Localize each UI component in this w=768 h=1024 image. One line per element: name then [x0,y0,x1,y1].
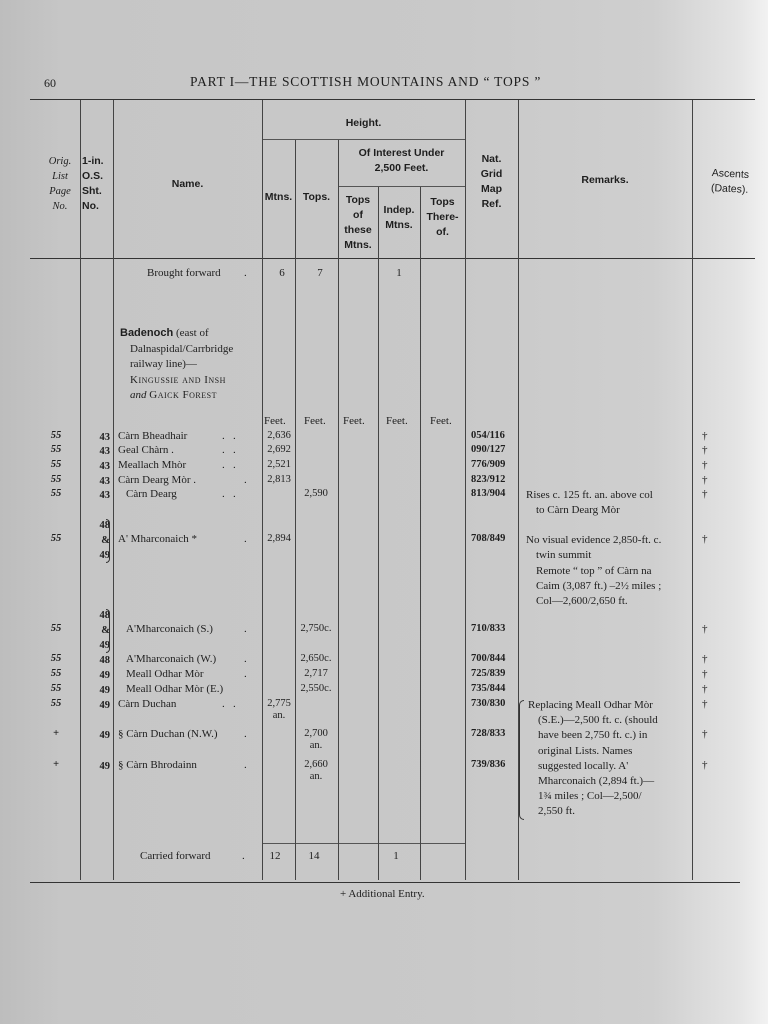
col-divider [420,187,421,880]
header-line: No. [52,201,68,212]
section-line: and [130,389,147,401]
carried-forward-tops: 14 [308,850,320,862]
row-orig-page: 55 [50,444,62,455]
row-leader-dots: . [244,474,247,486]
row-height-mtns: 2,813 [267,474,291,485]
col-divider [113,100,114,880]
brought-forward-mtns: 6 [279,267,285,279]
carried-forward-label: Carried forward [140,850,211,862]
header-tops-thereof [420,195,465,240]
row-name: Meall Odhar Mòr (E.) [126,683,224,695]
unit-tops: Feet. [304,415,326,427]
height-rule [262,139,465,140]
col-divider [378,187,379,880]
row-ascent-dagger: † [702,683,708,695]
row-orig-page: 55 [50,459,62,470]
row-leader-dots: . . [222,444,236,456]
header-line: of. [436,226,449,238]
row-ascent-dagger: † [702,728,708,740]
header-line: Mtns. [385,219,413,231]
header-line: Sht. [82,185,102,197]
row-grid-ref: 823/912 [471,474,506,485]
row-grid-ref: 725/839 [471,668,506,679]
row-leader-dots: . . [222,488,236,500]
header-orig-list [40,154,80,214]
col-divider [692,100,693,880]
row-os-sheet: 49 [99,730,110,741]
header-grid-ref [465,152,518,212]
totals-rule [262,843,465,844]
header-line: of [353,209,363,221]
row-name: A'Mharconaich (W.) [126,653,217,665]
table-top-rule [30,99,755,100]
brought-forward-tops: 7 [317,267,323,279]
row-name: Càrn Dearg Mòr . [118,474,196,486]
header-remarks: Remarks. [581,174,629,186]
header-line: Orig. [48,156,72,167]
row-height-mtns: 2,894 [267,533,291,544]
remark-line: 1¾ miles ; Col—2,500/ [538,790,642,803]
row-orig-page: 55 [50,488,62,499]
row-os-sheet: 49 [99,685,110,696]
page-number: 60 [44,76,56,90]
remark-brace [519,700,524,820]
remark-mharconaich [526,533,661,609]
row-name: Càrn Bheadhair [118,430,188,442]
header-line: No. [82,200,99,212]
row-ascent-dagger: † [702,430,708,442]
remark-line: suggested locally. A' [538,759,629,772]
carried-forward-indep: 1 [393,850,399,862]
row-grid-ref: 813/904 [471,488,506,499]
carried-forward-dot: . [242,850,245,862]
header-interest [338,146,465,176]
row-grid-ref: 730/830 [471,698,506,709]
header-bottom-rule [30,258,755,259]
row-leader-dots: . [244,759,247,771]
row-grid-ref: 700/844 [471,653,506,664]
row-height-mtns: 2,692 [267,444,291,455]
remark-line: have been 2,750 ft. c.) in [538,729,648,742]
table-bottom-rule [30,882,740,883]
row-name: Càrn Duchan [118,698,177,710]
brought-forward-label: Brought forward [147,267,221,279]
row-leader-dots: . [244,533,247,545]
remark-line: to Càrn Dearg Mòr [536,503,620,516]
header-os-sheet [82,154,112,214]
row-orig-page: + [53,728,59,739]
section-heading [120,326,233,404]
remark-line: No visual evidence 2,850-ft. c. [526,534,662,546]
unit-tops-thereof: Feet. [430,415,452,427]
section-title: Badenoch [120,327,174,339]
row-height-tops: 2,590 [304,488,328,499]
row-orig-page: 55 [50,683,62,694]
section-line: (east of [175,327,209,339]
row-orig-page: + [53,759,59,770]
header-line: Of Interest Under [358,147,445,159]
col-divider [262,100,263,880]
row-os-sheet: 43 [99,490,110,501]
remark-carn-dearg [526,488,653,517]
row-ascent-dagger: † [702,474,708,486]
remark-line: Mharconaich (2,894 ft.)— [538,775,655,788]
row-height-mtns: 2,775 an. [267,698,291,721]
remark-line: 2,550 ft. [538,805,575,818]
unit-tops-of-these: Feet. [343,415,365,427]
row-ascent-dagger: † [702,444,708,456]
row-grid-ref: 090/127 [471,444,506,455]
row-ascent-dagger: † [702,459,708,471]
header-tops: Tops. [302,191,331,203]
row-os-sheet: 43 [99,432,110,443]
header-height: Height. [345,117,382,129]
row-ascent-dagger: † [702,488,708,500]
row-name: A' Mharconaich * [118,533,197,545]
col-divider [465,100,466,880]
row-name: Càrn Dearg [126,488,177,500]
header-line: these [344,224,372,236]
row-grid-ref: 054/116 [471,430,505,441]
header-tops-of-these [338,193,378,253]
row-os-sheet: 49 [99,670,110,681]
row-orig-page: 55 [50,430,62,441]
header-line: Indep. [383,204,415,216]
row-ascent-dagger: † [702,759,708,771]
unit-mtns: Feet. [264,415,286,427]
col-divider [80,100,81,880]
row-height-tops: 2,550c. [300,683,332,694]
header-line: Ascents [711,167,750,181]
header-indep [378,203,420,233]
running-title: PART I—THE SCOTTISH MOUNTAINS AND “ TOPS ” [190,74,542,89]
remark-line: Remote “ top ” of Càrn na [536,564,652,577]
header-line: Mtns. [344,239,372,251]
section-line: railway line)— [130,358,197,370]
header-line: Grid [480,168,503,180]
row-orig-page: 55 [50,653,62,664]
row-leader-dots: . . [222,430,236,442]
row-grid-ref: 708/849 [471,533,506,544]
row-leader-dots: . [244,728,247,740]
row-height-tops: 2,750c. [300,623,332,634]
section-subregion: Kingussie and Insh [130,373,226,386]
row-name: § Càrn Bhrodainn [118,759,197,771]
sheet-brace [106,519,110,563]
row-name: § Càrn Duchan (N.W.) [118,728,218,740]
remark-line: original Lists. Names [538,744,633,757]
header-line: List [52,171,68,182]
remark-line: Col—2,600/2,650 ft. [536,595,628,608]
row-height-mtns: 2,636 [267,430,291,441]
row-grid-ref: 739/836 [471,759,506,770]
row-os-sheet: 48 [99,655,110,666]
remark-line: Replacing Meall Odhar Mòr [528,699,653,711]
header-line: Ref. [481,198,502,210]
row-orig-page: 55 [50,698,62,709]
row-name: Meallach Mhòr [118,459,187,471]
row-grid-ref: 735/844 [471,683,506,694]
row-os-sheet: 48 & 49 [99,610,110,651]
section-line: Dalnaspidal/Carrbridge [130,342,234,355]
row-grid-ref: 710/833 [471,623,506,634]
header-line: 1-in. [82,155,104,167]
row-orig-page: 55 [50,668,62,679]
remark-line: Rises c. 125 ft. an. above col [526,489,653,501]
row-height-tops: 2,660 an. [304,759,328,782]
row-name: Geal Chàrn . [118,444,174,456]
brought-forward-indep: 1 [396,267,402,279]
row-ascent-dagger: † [702,698,708,710]
header-ascents [699,165,760,198]
row-os-sheet: 49 [99,700,110,711]
header-line: Nat. [481,153,502,165]
row-os-sheet: 49 [99,761,110,772]
row-height-tops: 2,717 [304,668,328,679]
unit-indep: Feet. [386,415,408,427]
row-grid-ref: 776/909 [471,459,506,470]
remark-line: (S.E.)—2,500 ft. c. (should [538,714,658,727]
row-orig-page: 55 [50,474,62,485]
header-name: Name. [171,178,204,190]
row-ascent-dagger: † [702,533,708,545]
header-line: Tops [345,194,371,206]
remark-line: Caim (3,087 ft.) –2½ miles ; [536,579,662,592]
row-leader-dots: . [244,668,247,680]
header-line: Map [481,183,502,195]
row-leader-dots: . [244,623,247,635]
row-height-tops: 2,650c. [300,653,332,664]
row-height-mtns: 2,521 [267,459,291,470]
footnote: + Additional Entry. [340,888,425,900]
row-grid-ref: 728/833 [471,728,506,739]
row-ascent-dagger: † [702,668,708,680]
header-line: 2,500 Feet. [374,162,429,174]
remark-line: twin summit [536,549,592,562]
header-line: O.S. [82,170,104,182]
row-orig-page: 55 [50,533,62,544]
row-leader-dots: . . [222,698,236,710]
row-os-sheet: 43 [99,446,110,457]
interest-rule [338,186,465,187]
row-os-sheet: 43 [99,476,110,487]
header-line: Page [49,186,71,197]
row-leader-dots: . . [222,459,236,471]
header-line: (Dates). [710,182,749,196]
sheet-brace [106,609,110,653]
remark-duchan [528,698,658,820]
row-ascent-dagger: † [702,623,708,635]
carried-forward-mtns: 12 [269,850,281,862]
header-line: There- [426,211,459,223]
row-os-sheet: 43 [99,461,110,472]
header-mtns: Mtns. [264,191,293,203]
row-leader-dots: . [244,653,247,665]
row-name: Meall Odhar Mòr [126,668,204,680]
row-ascent-dagger: † [702,653,708,665]
header-line: Tops [430,196,455,208]
row-orig-page: 55 [50,623,62,634]
row-height-tops: 2,700 an. [304,728,328,751]
section-subregion: Gaick Forest [149,389,217,401]
row-os-sheet: 48 & 49 [99,520,110,561]
row-name: A'Mharconaich (S.) [126,623,213,635]
